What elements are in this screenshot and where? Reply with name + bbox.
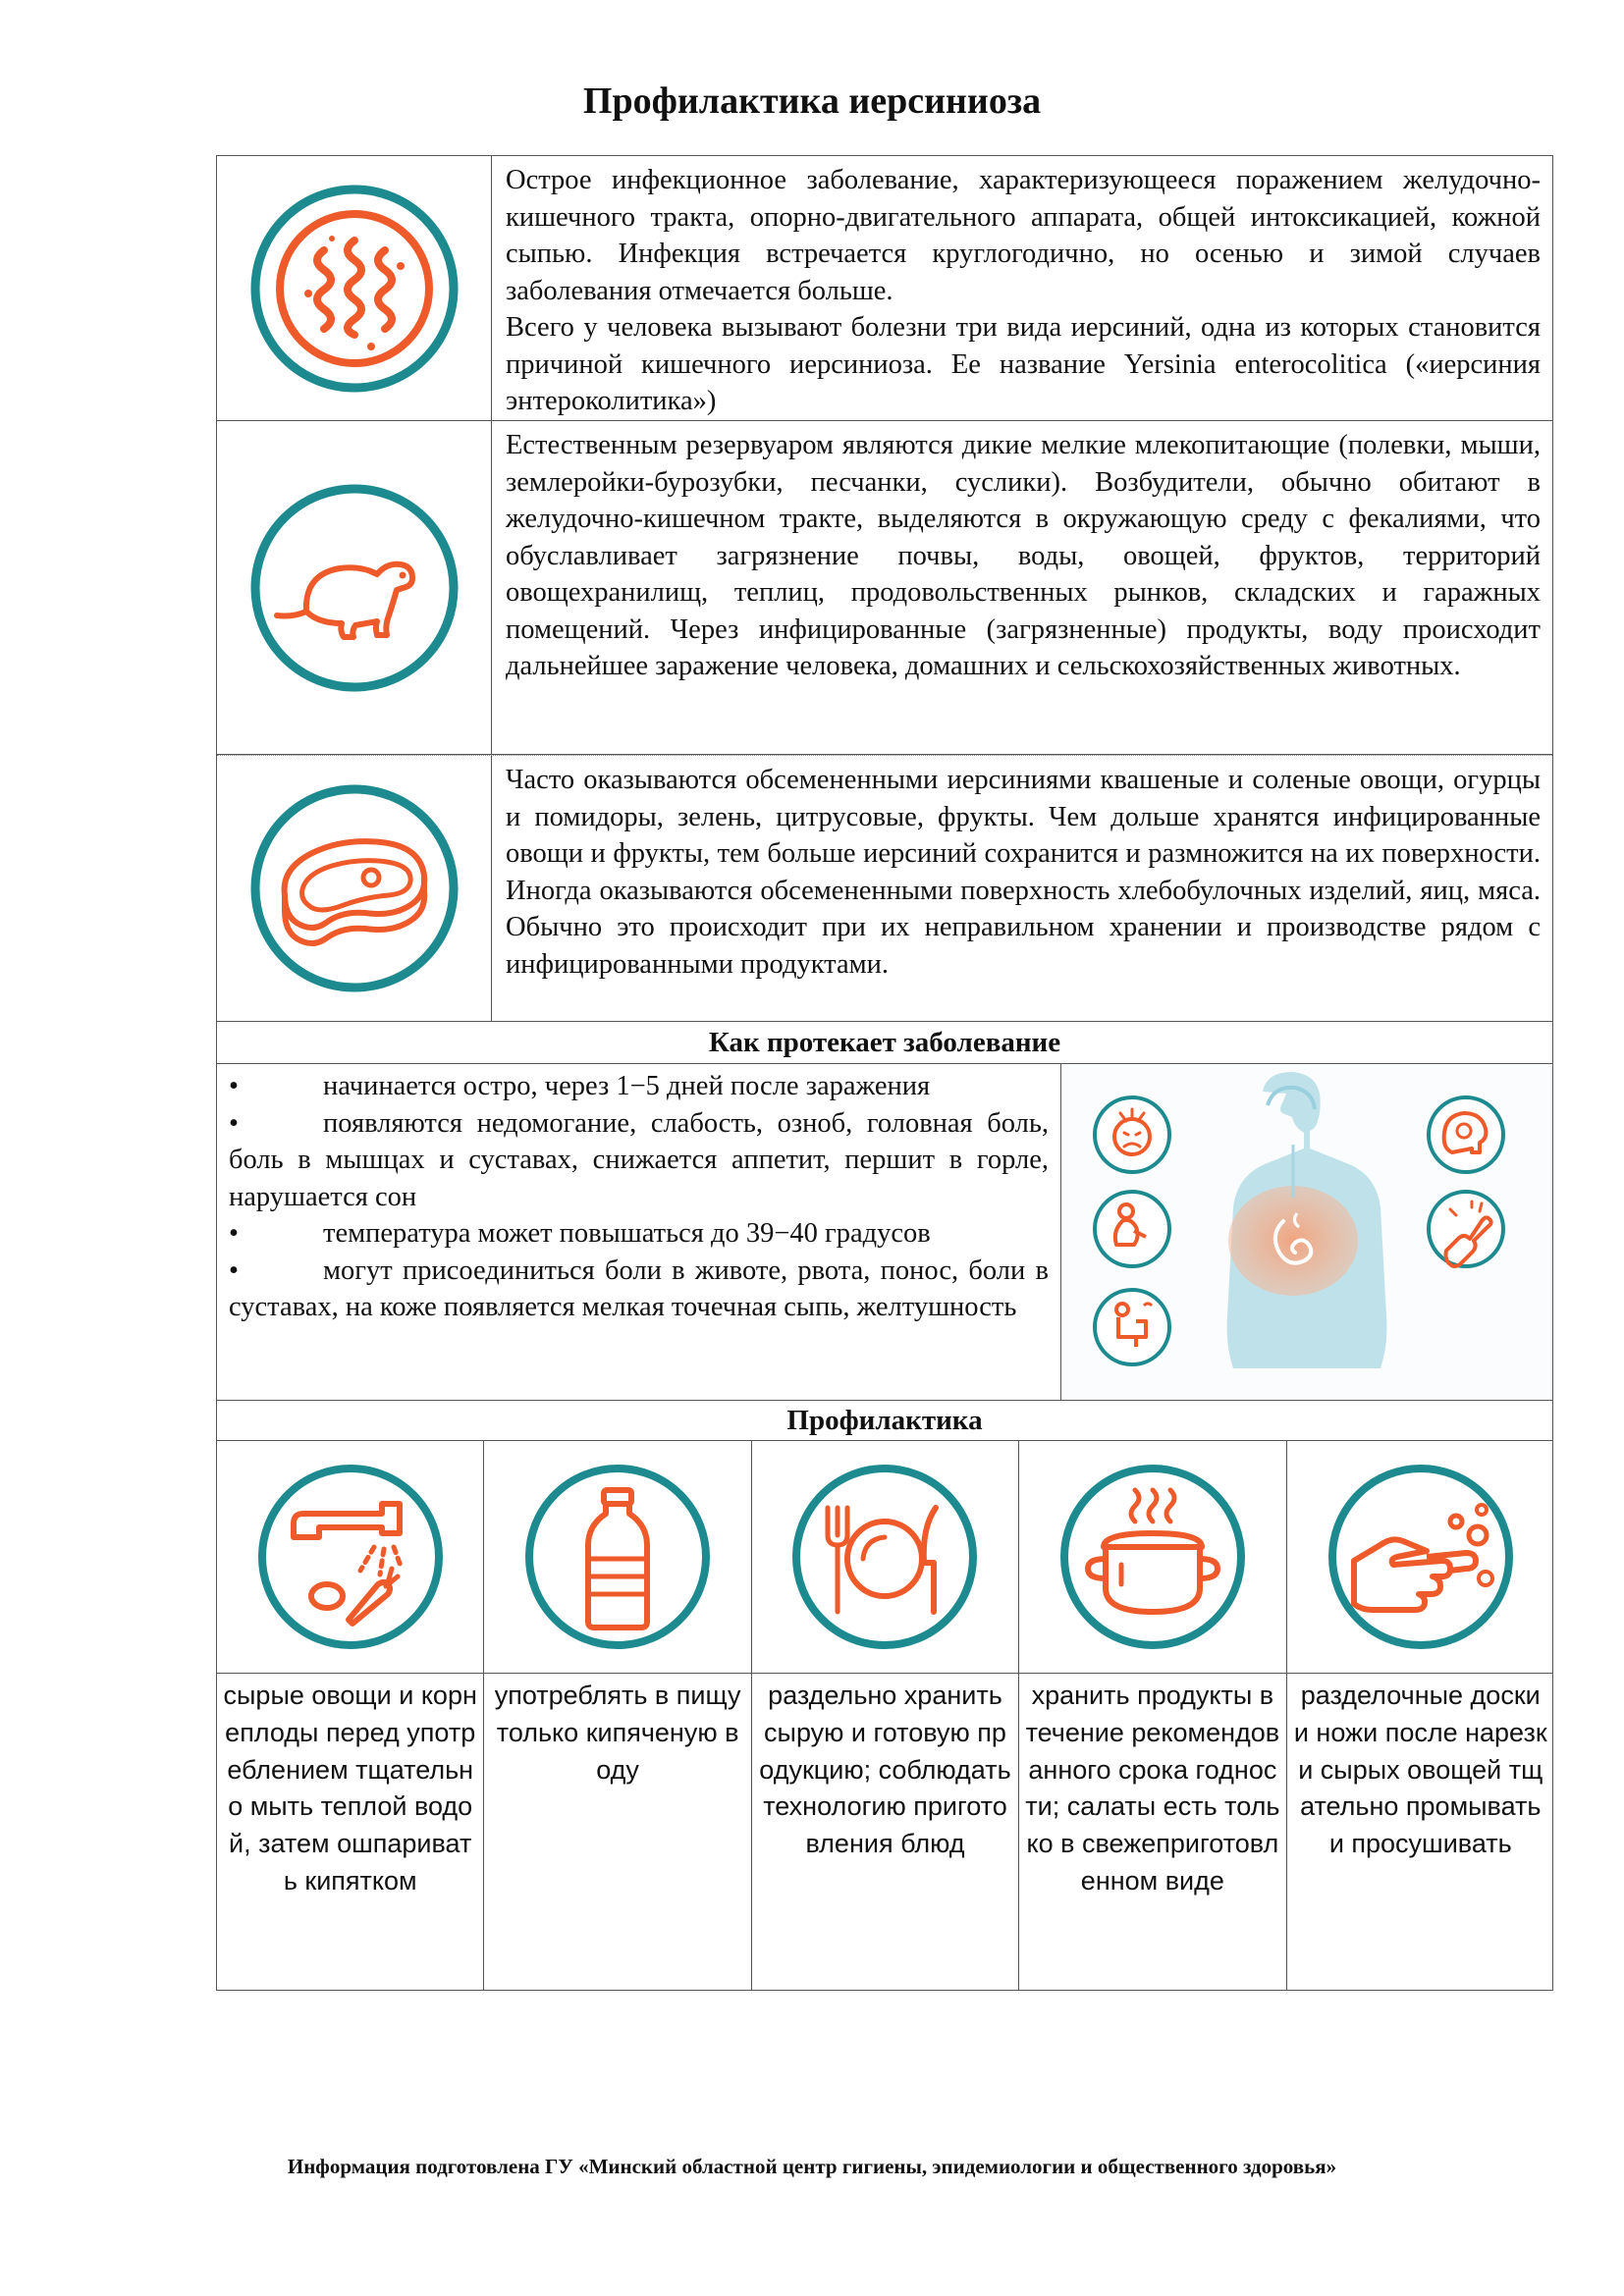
prevention-text-cell bbox=[484, 1674, 751, 1990]
washing-vegetables-icon bbox=[254, 1461, 447, 1653]
intro-row-reservoir bbox=[217, 421, 1552, 755]
symptom-item bbox=[229, 1068, 1049, 1105]
intro-text-cell bbox=[492, 421, 1552, 754]
info-table bbox=[216, 155, 1553, 1991]
cooking-pot-icon bbox=[1056, 1461, 1249, 1653]
bullet: • bbox=[229, 1107, 239, 1139]
plate-cutlery-icon bbox=[788, 1461, 981, 1653]
stomach-ache-icon bbox=[1095, 1192, 1169, 1266]
prevention-icon-cell bbox=[752, 1441, 1019, 1673]
symptom-list bbox=[217, 1064, 1061, 1400]
intro-icon-cell bbox=[217, 156, 492, 420]
prevention-icons-row bbox=[217, 1441, 1552, 1674]
prevention-text: разделочные доски и ножи после нарезки сырых овощей тщательно промывать и просушивать bbox=[1293, 1681, 1547, 1859]
prevention-text-cell bbox=[217, 1674, 484, 1990]
intro-text-cell bbox=[492, 756, 1552, 1021]
intro-paragraph: Часто оказываются обсемененными иерсиниями квашеные и соленые овощи, огурцы и помидоры, зелень, цитрусовые, фрукты. Чем дольше хранятся инфицированные овощи и фрукты, тем больше иерсиний сохранится и размножится на их поверхности. Иногда оказываются обсемененными поверхность хлебобулочных изделий, яиц, мяса. Обычно это происходит при их неправильном хранении и производстве рядом с инфицированными продуктами. bbox=[506, 765, 1541, 980]
prevention-icon-cell bbox=[484, 1441, 751, 1673]
prevention-text-cell bbox=[1019, 1674, 1286, 1990]
symptom-text: появляются недомогание, слабость, озноб, головная боль, боль в мышцах и суставах, снижается аппетит, першит в горле, нарушается сон bbox=[229, 1107, 1049, 1212]
prevention-icon-cell bbox=[1019, 1441, 1286, 1673]
intro-paragraph: Острое инфекционное заболевание, характеризующееся поражением желудочно-кишечного тракта, опорно-двигательного аппарата, общей интоксикацией, кожной сыпью. Инфекция встречается круглогодично, но осенью и зимой случаев заболевания отмечается больше. bbox=[506, 165, 1541, 306]
course-heading: Как протекает заболевание bbox=[217, 1022, 1552, 1064]
intro-row-foods bbox=[217, 755, 1552, 1022]
symptom-item bbox=[229, 1105, 1049, 1216]
symptom-text: температура может повышаться до 39−40 градусов bbox=[323, 1218, 931, 1249]
intro-paragraph: Естественным резервуаром являются дикие мелкие млекопитающие (полевки, мыши, землеройки-бурозубки, песчанки, суслики). Возбудители, обычно обитают в желудочно-кишечном тракте, выделяются в окружающую среду с фекалиями, что обуславливает загрязнение почвы, воды, овощей, фруктов, территорий овощехранилищ, теплиц, продовольственных рынков, складских и гаражных помещений. Через инфицированные (загрязненные) продукты, воду происходит дальнейшее заражение человека, домашних и сельскохозяйственных животных. bbox=[506, 430, 1541, 681]
water-bottle-icon bbox=[521, 1461, 714, 1653]
symptom-text: могут присоединиться боли в животе, рвота, понос, боли в суставах, на коже появляется мелкая точечная сыпь, желтушность bbox=[229, 1255, 1049, 1322]
brain-icon bbox=[1429, 1097, 1503, 1172]
intro-row-disease bbox=[217, 156, 1552, 421]
headache-icon bbox=[1095, 1097, 1169, 1172]
prevention-text: раздельно хранить сырую и готовую продукцию; соблюдать технологию приготовления блюд bbox=[759, 1681, 1011, 1859]
intro-icon-cell bbox=[217, 421, 492, 754]
prevention-text: хранить продукты в течение рекомендованного срока годности; салаты есть только в свежеприготовленном виде bbox=[1025, 1681, 1280, 1896]
symptom-item bbox=[229, 1215, 1049, 1253]
prevention-texts-row bbox=[217, 1674, 1552, 1990]
human-body-illustration bbox=[1061, 1064, 1552, 1398]
symptom-item bbox=[229, 1253, 1049, 1326]
intro-paragraph: Всего у человека вызывают болезни три вида иерсиний, одна из которых становится причиной кишечного иерсиниоза. Ее название Yersinia enterocolitica («иерсиния энтероколитика») bbox=[506, 312, 1541, 416]
diarrhea-icon bbox=[1095, 1290, 1169, 1364]
bullet: • bbox=[229, 1218, 239, 1249]
prevention-text-cell bbox=[752, 1674, 1019, 1990]
prevention-text: сырые овощи и корнеплоды перед употреблением тщательно мыть теплой водой, затем ошпаривать кипятком bbox=[223, 1681, 477, 1896]
washing-hands-icon bbox=[1325, 1461, 1517, 1653]
prevention-text-cell bbox=[1287, 1674, 1554, 1990]
meat-icon bbox=[245, 779, 463, 997]
bullet: • bbox=[229, 1255, 239, 1286]
bullet: • bbox=[229, 1071, 239, 1101]
prevention-icon-cell bbox=[1287, 1441, 1554, 1673]
bacteria-icon bbox=[245, 180, 463, 398]
course-row bbox=[217, 1064, 1552, 1401]
footer-credit: Информация подготовлена ГУ «Минский областной центр гигиены, эпидемиологии и общественного здоровья» bbox=[287, 2155, 1337, 2178]
rodent-icon bbox=[245, 479, 463, 697]
prevention-text: употреблять в пищу только кипяченую воду bbox=[494, 1681, 741, 1785]
page-title: Профилактика иерсиниоза bbox=[582, 80, 1042, 122]
prevention-icon-cell bbox=[217, 1441, 484, 1673]
prevention-heading: Профилактика bbox=[217, 1401, 1552, 1441]
symptoms-illustration bbox=[1061, 1064, 1552, 1400]
symptom-text: начинается остро, через 1−5 дней после заражения bbox=[323, 1071, 931, 1101]
intro-text-cell bbox=[492, 156, 1552, 420]
intro-icon-cell bbox=[217, 756, 492, 1021]
joint-pain-icon bbox=[1429, 1192, 1503, 1266]
